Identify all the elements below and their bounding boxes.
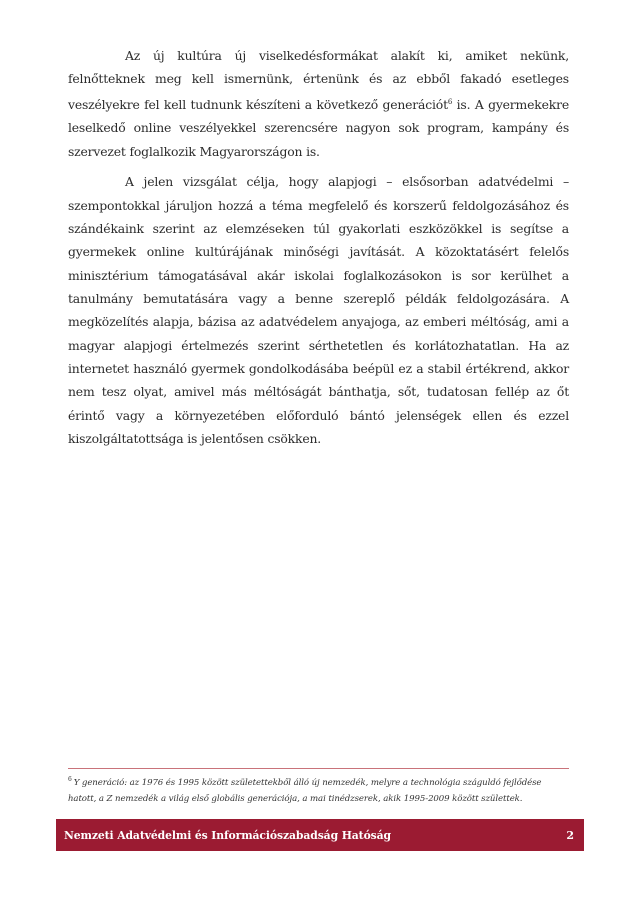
paragraph-1 (68, 44, 569, 163)
footnote-ref: 6 (447, 97, 453, 106)
footnote (68, 775, 569, 807)
footnote-text: Y generáció: az 1976 és 1995 között születettekből álló új nemzedék, melyre a technológia száguldó fejlődése hatott, a Z nemzedék a világ első globális generációja, a mai tinédzserek, akik 1995-2009 között születtek. (68, 778, 542, 804)
paragraph-1-tail: is. A gyermekekre leselkedő online veszélyekkel szerencsére nagyon sok program, kampány és szervezet foglalkozik Magyarországon is. (68, 96, 569, 159)
paragraph-1-text: Az új kultúra új viselkedésformákat alakít ki, amiket nekünk, felnőtteknek meg kell ismernünk, értenünk és az ebből fakadó esetleges veszélyekre fel kell tudnunk készíteni a következő generációt (68, 48, 569, 112)
footer-organization: Nemzeti Adatvédelmi és Információszabadság Hatóság (64, 828, 391, 842)
footnote-number: 6 (68, 776, 72, 783)
document-body (68, 44, 569, 450)
page-number: 2 (566, 828, 574, 842)
paragraph-2: A jelen vizsgálat célja, hogy alapjogi – elsősorban adatvédelmi – szempontokkal járuljon hozzá a téma megfelelő és korszerű feldolgozásához és szándékaink szerint az elemzéseken túl gyakorlati eszközökkel is segítse a gyermekek online kultúrájának minőségi javítását. A közoktatásért felelős minisztérium támogatásával akár iskolai foglalkozásokon is sor kerülhet a tanulmány bemutatására vagy a benne szereplő példák feldolgozására. A megközelítés alapja, bázisa az adatvédelem anyajoga, az emberi méltóság, ami a magyar alapjogi értelmezés szerint sérthetetlen és korlátozhatatlan. Ha az internetet használó gyermek gondolkodásába beépül ez a stabil értékrend, akkor nem tesz olyat, amivel más méltóságát bánthatja, sőt, tudatosan fellép az őt érintő vagy a környezetében előforduló bántó jelenségek ellen és ezzel kiszolgáltatottsága is jelentősen csökken. (68, 174, 569, 447)
footnote-divider (68, 768, 569, 769)
footer-bar (56, 819, 584, 851)
